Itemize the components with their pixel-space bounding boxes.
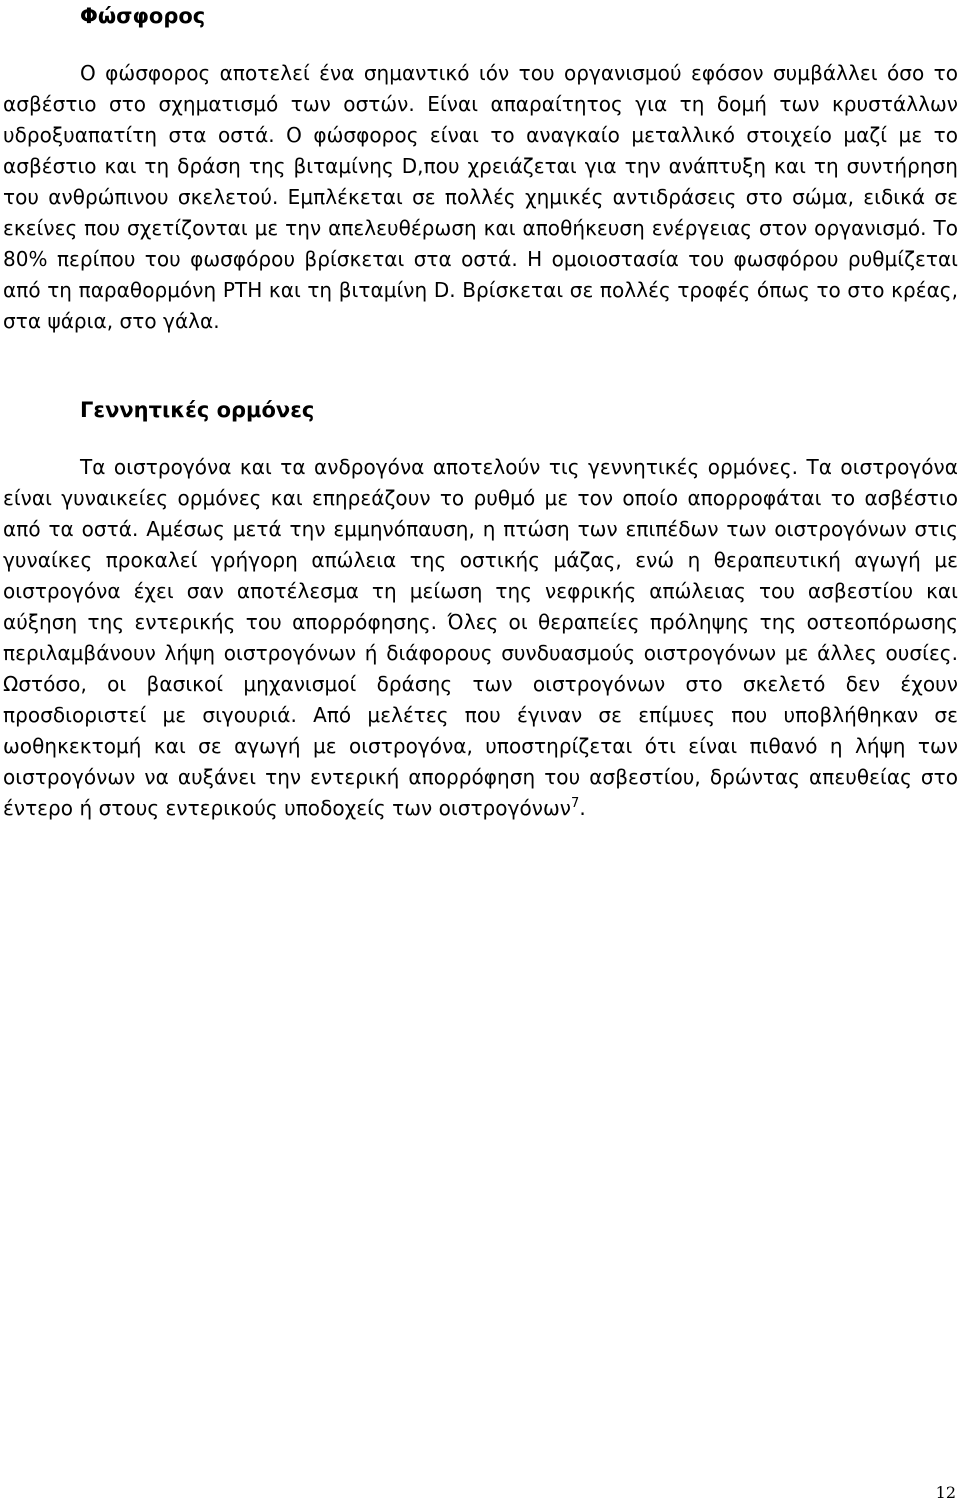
sex-hormones-paragraph-text: Τα οιστρογόνα και τα ανδρογόνα αποτελούν τις γεννητικές ορμόνες. Τα οιστρογόνα είναι γυναικείες ορμόνες και επηρεάζουν το ρυθμό με τον οποίο απορροφάται το ασβέστιο από τα οστά. Αμέσως μετά την εμμηνόπαυση, η πτώση των επιπέδων των οιστρογόνων στις γυναίκες προκαλεί γρήγορη απώλεια της οστικής μάζας, ενώ η θεραπευτική αγωγή με οιστρογόνα έχει σαν αποτέλεσμα τη μείωση της νεφρικής απώλειας του ασβεστίου και αύξηση της εντερικής του απορρόφησης. Όλες οι θεραπείες πρόληψης της οστεοπόρωσης περιλαμβάνουν λήψη οιστρογόνων ή διάφορους συνδυασμούς οιστρογόνων με άλλες ουσίες. Ωστόσο, οι βασικοί μηχανισμοί δράσης των οιστρογόνων στο σκελετό δεν έχουν προσδιοριστεί με σιγουριά. Από μελέτες που έγιναν σε επίμυες που υποβλήθηκαν σε ωοθηκεκτομή και σε αγωγή με οιστρογόνα, υποστηρίζεται ότι είναι πιθανό η λήψη των οιστρογόνων να αυξάνει την εντερική απορρόφηση του ασβεστίου, δρώντας απευθείας στο έντερο ή στους εντερικούς υποδοχείς των οιστρογόνων [3, 455, 958, 820]
phosphorus-paragraph: Ο φώσφορος αποτελεί ένα σημαντικό ιόν του οργανισμού εφόσον συμβάλλει όσο το ασβέστιο στο σχηματισμό των οστών. Είναι απαραίτητος για τη δομή των κρυστάλλων υδροξυαπατίτη στα οστά. Ο φώσφορος είναι το αναγκαίο μεταλλικό στοιχείο μαζί με το ασβέστιο και τη δράση της βιταμίνης D,που χρειάζεται για την ανάπτυξη και τη συντήρηση του ανθρώπινου σκελετού. Εμπλέκεται σε πολλές χημικές αντιδράσεις στο σώμα, ειδικά σε εκείνες που σχετίζονται με την απελευθέρωση και αποθήκευση ενέργειας στον οργανισμό. Το 80% περίπου του φωσφόρου βρίσκεται στα οστά. Η ομοιοστασία του φωσφόρου ρυθμίζεται από τη παραθορμόνη PTH και τη βιταμίνη D. Βρίσκεται σε πολλές τροφές όπως το στο κρέας, στα ψάρια, στο γάλα. [3, 61, 958, 333]
page-number: 12 [935, 1483, 956, 1502]
sex-hormones-paragraph [3, 452, 958, 824]
section-heading-phosphorus: Φώσφορος [80, 4, 206, 28]
footnote-reference[interactable]: 7 [571, 796, 580, 811]
section-heading-sex-hormones: Γεννητικές ορμόνες [80, 398, 315, 422]
paragraph-end-period: . [579, 796, 586, 820]
